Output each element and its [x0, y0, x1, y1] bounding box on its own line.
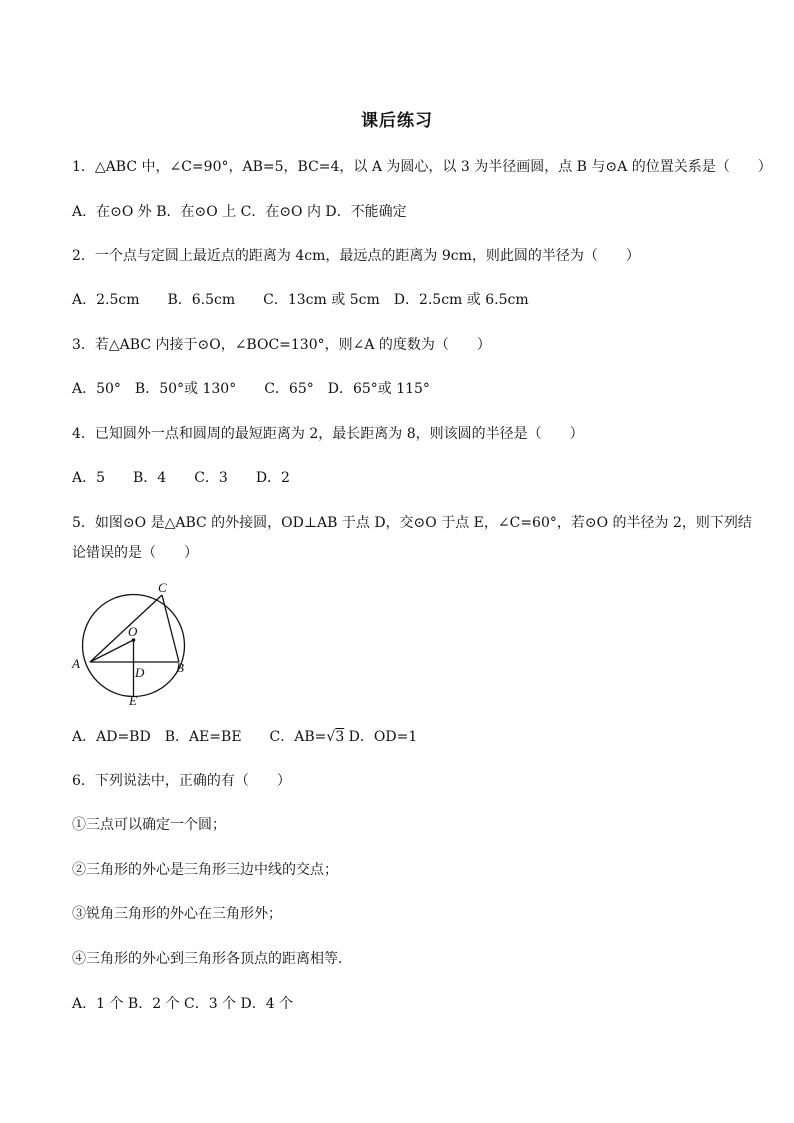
page-title: 课后练习 — [361, 111, 433, 131]
label-a: A — [72, 656, 80, 671]
label-c: C — [158, 580, 167, 595]
question-5-stem-line-2: 论错误的是（ ） — [72, 545, 198, 561]
question-5-stem-line-1: 5．如图⊙O 是△ABC 的外接圆，OD⊥AB 于点 D，交⊙O 于点 E，∠C=60°，若⊙O 的半径为 2，则下列结 — [72, 515, 752, 531]
question-1-stem: 1．△ABC 中，∠C=90°，AB=5，BC=4，以 A 为圆心，以 3 为半径画圆，点 B 与⊙A 的位置关系是（ ） — [72, 159, 772, 175]
label-e: E — [129, 693, 137, 708]
question-3-options: A．50° B．50°或 130° C．65° D．65°或 115° — [72, 381, 430, 397]
question-5-options-part-2: D．OD=1 — [344, 729, 418, 745]
sqrt-sign: √ — [326, 729, 336, 745]
circle-triangle-figure — [66, 578, 206, 710]
label-d: D — [135, 665, 145, 680]
side-ac — [90, 595, 162, 662]
label-o: O — [128, 624, 138, 639]
question-5-options — [72, 727, 417, 747]
statement-1: ①三点可以确定一个圆； — [72, 817, 226, 833]
segment-oa — [90, 640, 134, 662]
question-4-stem: 4．已知圆外一点和圆周的最短距离为 2，最长距离为 8，则该圆的半径是（ ） — [72, 426, 584, 442]
question-3-stem: 3．若△ABC 内接于⊙O，∠BOC=130°，则∠A 的度数为（ ） — [72, 337, 491, 353]
question-6-stem: 6．下列说法中，正确的有（ ） — [72, 773, 291, 789]
side-bc — [162, 595, 179, 662]
question-2-stem: 2．一个点与定圆上最近点的距离为 4cm，最远点的距离为 9cm，则此圆的半径为（ ） — [72, 248, 640, 264]
question-1-options: A．在⊙O 外 B．在⊙O 上 C．在⊙O 内 D．不能确定 — [72, 204, 407, 220]
statement-3: ③锐角三角形的外心在三角形外； — [72, 906, 282, 922]
question-5-options-part-1: A．AD=BD B．AE=BE C．AB= — [72, 729, 327, 745]
question-2-options: A．2.5cm B．6.5cm C．13cm 或 5cm D．2.5cm 或 6.5cm — [72, 292, 529, 308]
statement-4: ④三角形的外心到三角形各顶点的距离相等． — [72, 951, 352, 967]
question-4-options: A．5 B．4 C．3 D．2 — [72, 470, 290, 486]
question-6-options: A．1 个 B．2 个 C．3 个 D．4 个 — [72, 996, 294, 1012]
statement-2: ②三角形的外心是三角形三边中线的交点； — [72, 862, 338, 878]
sqrt-radicand: 3 — [335, 729, 345, 745]
label-b: B — [176, 660, 184, 675]
